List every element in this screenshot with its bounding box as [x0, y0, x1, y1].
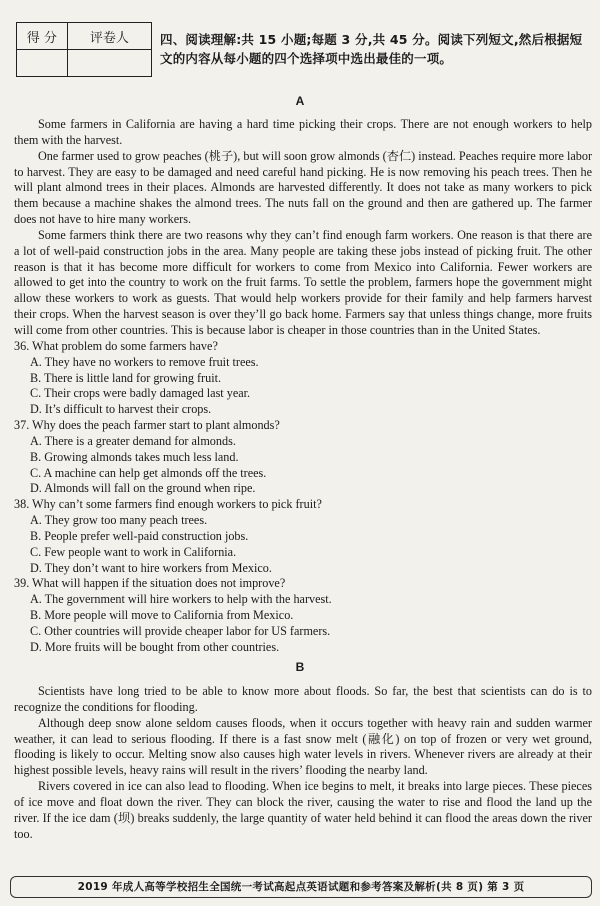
question-38: 38. Why can’t some farmers find enough workers to pick fruit? [14, 497, 322, 512]
grader-cell [67, 50, 151, 77]
question-39-option-d: D. More fruits will be bought from other countries. [30, 639, 280, 654]
passage-a-paragraph-2: One farmer used to grow peaches (桃子), but will soon grow almonds (杏仁) instead. Peaches require more labor to harvest. They are easy to be damaged and need careful hand picking. He is now removing his peach trees. Then he will plant almond trees in their places. Almonds are harvested differently. It does not take as many workers to pick them because a machine shakes the almond trees. The nuts fall on the ground and then are gathered up. The farmer does not have to hire many workers. [14, 148, 592, 227]
grader-label: 评卷人 [67, 23, 151, 50]
passage-b-label: B [295, 660, 305, 674]
question-37: 37. Why does the peach farmer start to plant almonds? [14, 418, 280, 433]
question-39: 39. What will happen if the situation does not improve? [14, 576, 286, 591]
passage-b [14, 684, 592, 842]
question-38-option-c: C. Few people want to work in California. [30, 544, 237, 559]
passage-b-paragraph-3: Rivers covered in ice can also lead to flooding. When ice begins to melt, it breaks into large pieces. These pieces of ice move and float down the river. They can block the river, causing the water to rise and flood the land up the river. If the ice dam (坝) breaks suddenly, the large quantity of water held behind it can flood the areas down the river too. [14, 779, 592, 841]
question-39-option-a: A. The government will hire workers to help with the harvest. [30, 592, 332, 607]
question-36-option-a: A. They have no workers to remove fruit trees. [30, 354, 259, 369]
question-37-option-a: A. There is a greater demand for almonds. [30, 433, 236, 448]
passage-a-label: A [295, 94, 305, 108]
passage-a-paragraph-1: Some farmers in California are having a hard time picking their crops. There are not enough workers to help them with the harvest. [14, 117, 592, 147]
page-footer: 2019 年成人高等学校招生全国统一考试高起点英语试题和参考答案及解析(共 8 页) 第 3 页 [10, 876, 592, 898]
score-label: 得 分 [17, 23, 68, 50]
passage-a [14, 117, 592, 656]
question-38-option-b: B. People prefer well-paid construction jobs. [30, 528, 249, 543]
question-36-option-d: D. It’s difficult to harvest their crops. [30, 402, 212, 417]
score-table [16, 22, 152, 77]
question-37-option-d: D. Almonds will fall on the ground when ripe. [30, 481, 256, 496]
question-36-option-c: C. Their crops were badly damaged last year. [30, 386, 251, 401]
passage-b-paragraph-2: Although deep snow alone seldom causes floods, when it occurs together with heavy rain and sudden warmer weather, it can lead to serious flooding. If there is a fast snow melt (融化) on top of frozen or very wet ground, flooding is likely to occur. Melting snow also causes high water levels in rivers. Whenever rivers are already at their highest possible levels, heavy rains will result in the rivers’ flooding the nearby land. [14, 715, 592, 778]
question-39-option-b: B. More people will move to California from Mexico. [30, 608, 294, 623]
question-39-option-c: C. Other countries will provide cheaper labor for US farmers. [30, 624, 331, 638]
question-36: 36. What problem do some farmers have? [14, 338, 218, 353]
question-38-option-d: D. They don’t want to hire workers from Mexico. [30, 560, 272, 575]
section-instructions: 四、阅读理解:共 15 小题;每题 3 分,共 45 分。阅读下列短文,然后根据短文的内容从每小题的四个选择项中选出最佳的一项。 [160, 32, 583, 66]
question-37-option-b: B. Growing almonds takes much less land. [30, 449, 239, 464]
question-38-option-a: A. They grow too many peach trees. [30, 513, 208, 528]
question-37-option-c: C. A machine can help get almonds off the trees. [30, 465, 267, 480]
passage-b-paragraph-1: Scientists have long tried to be able to know more about floods. So far, the best that scientists can do is to recognize the conditions for flooding. [14, 684, 592, 714]
question-36-option-b: B. There is little land for growing fruit. [30, 370, 222, 385]
score-cell [17, 50, 68, 77]
passage-a-paragraph-3: Some farmers think there are two reasons why they can’t find enough farm workers. One reason is that there are a lot of well-paid construction jobs in the area. Many people are taking these jobs instead of picking fruit. The other reason is that it has become more difficult for workers to come from Mexico into California. Fewer workers are allowed to get into the country to work on the fruit farms. To settle the problem, farmers hope the government might allow these workers to work as guests. That would help workers provide for their family and help farmers harvest their crops. When the harvest season is over they’ll go back home. Farmers say that unless things change, more fruits will come from other countries. This is because labor is cheaper in those countries than in the United States. [14, 227, 592, 337]
